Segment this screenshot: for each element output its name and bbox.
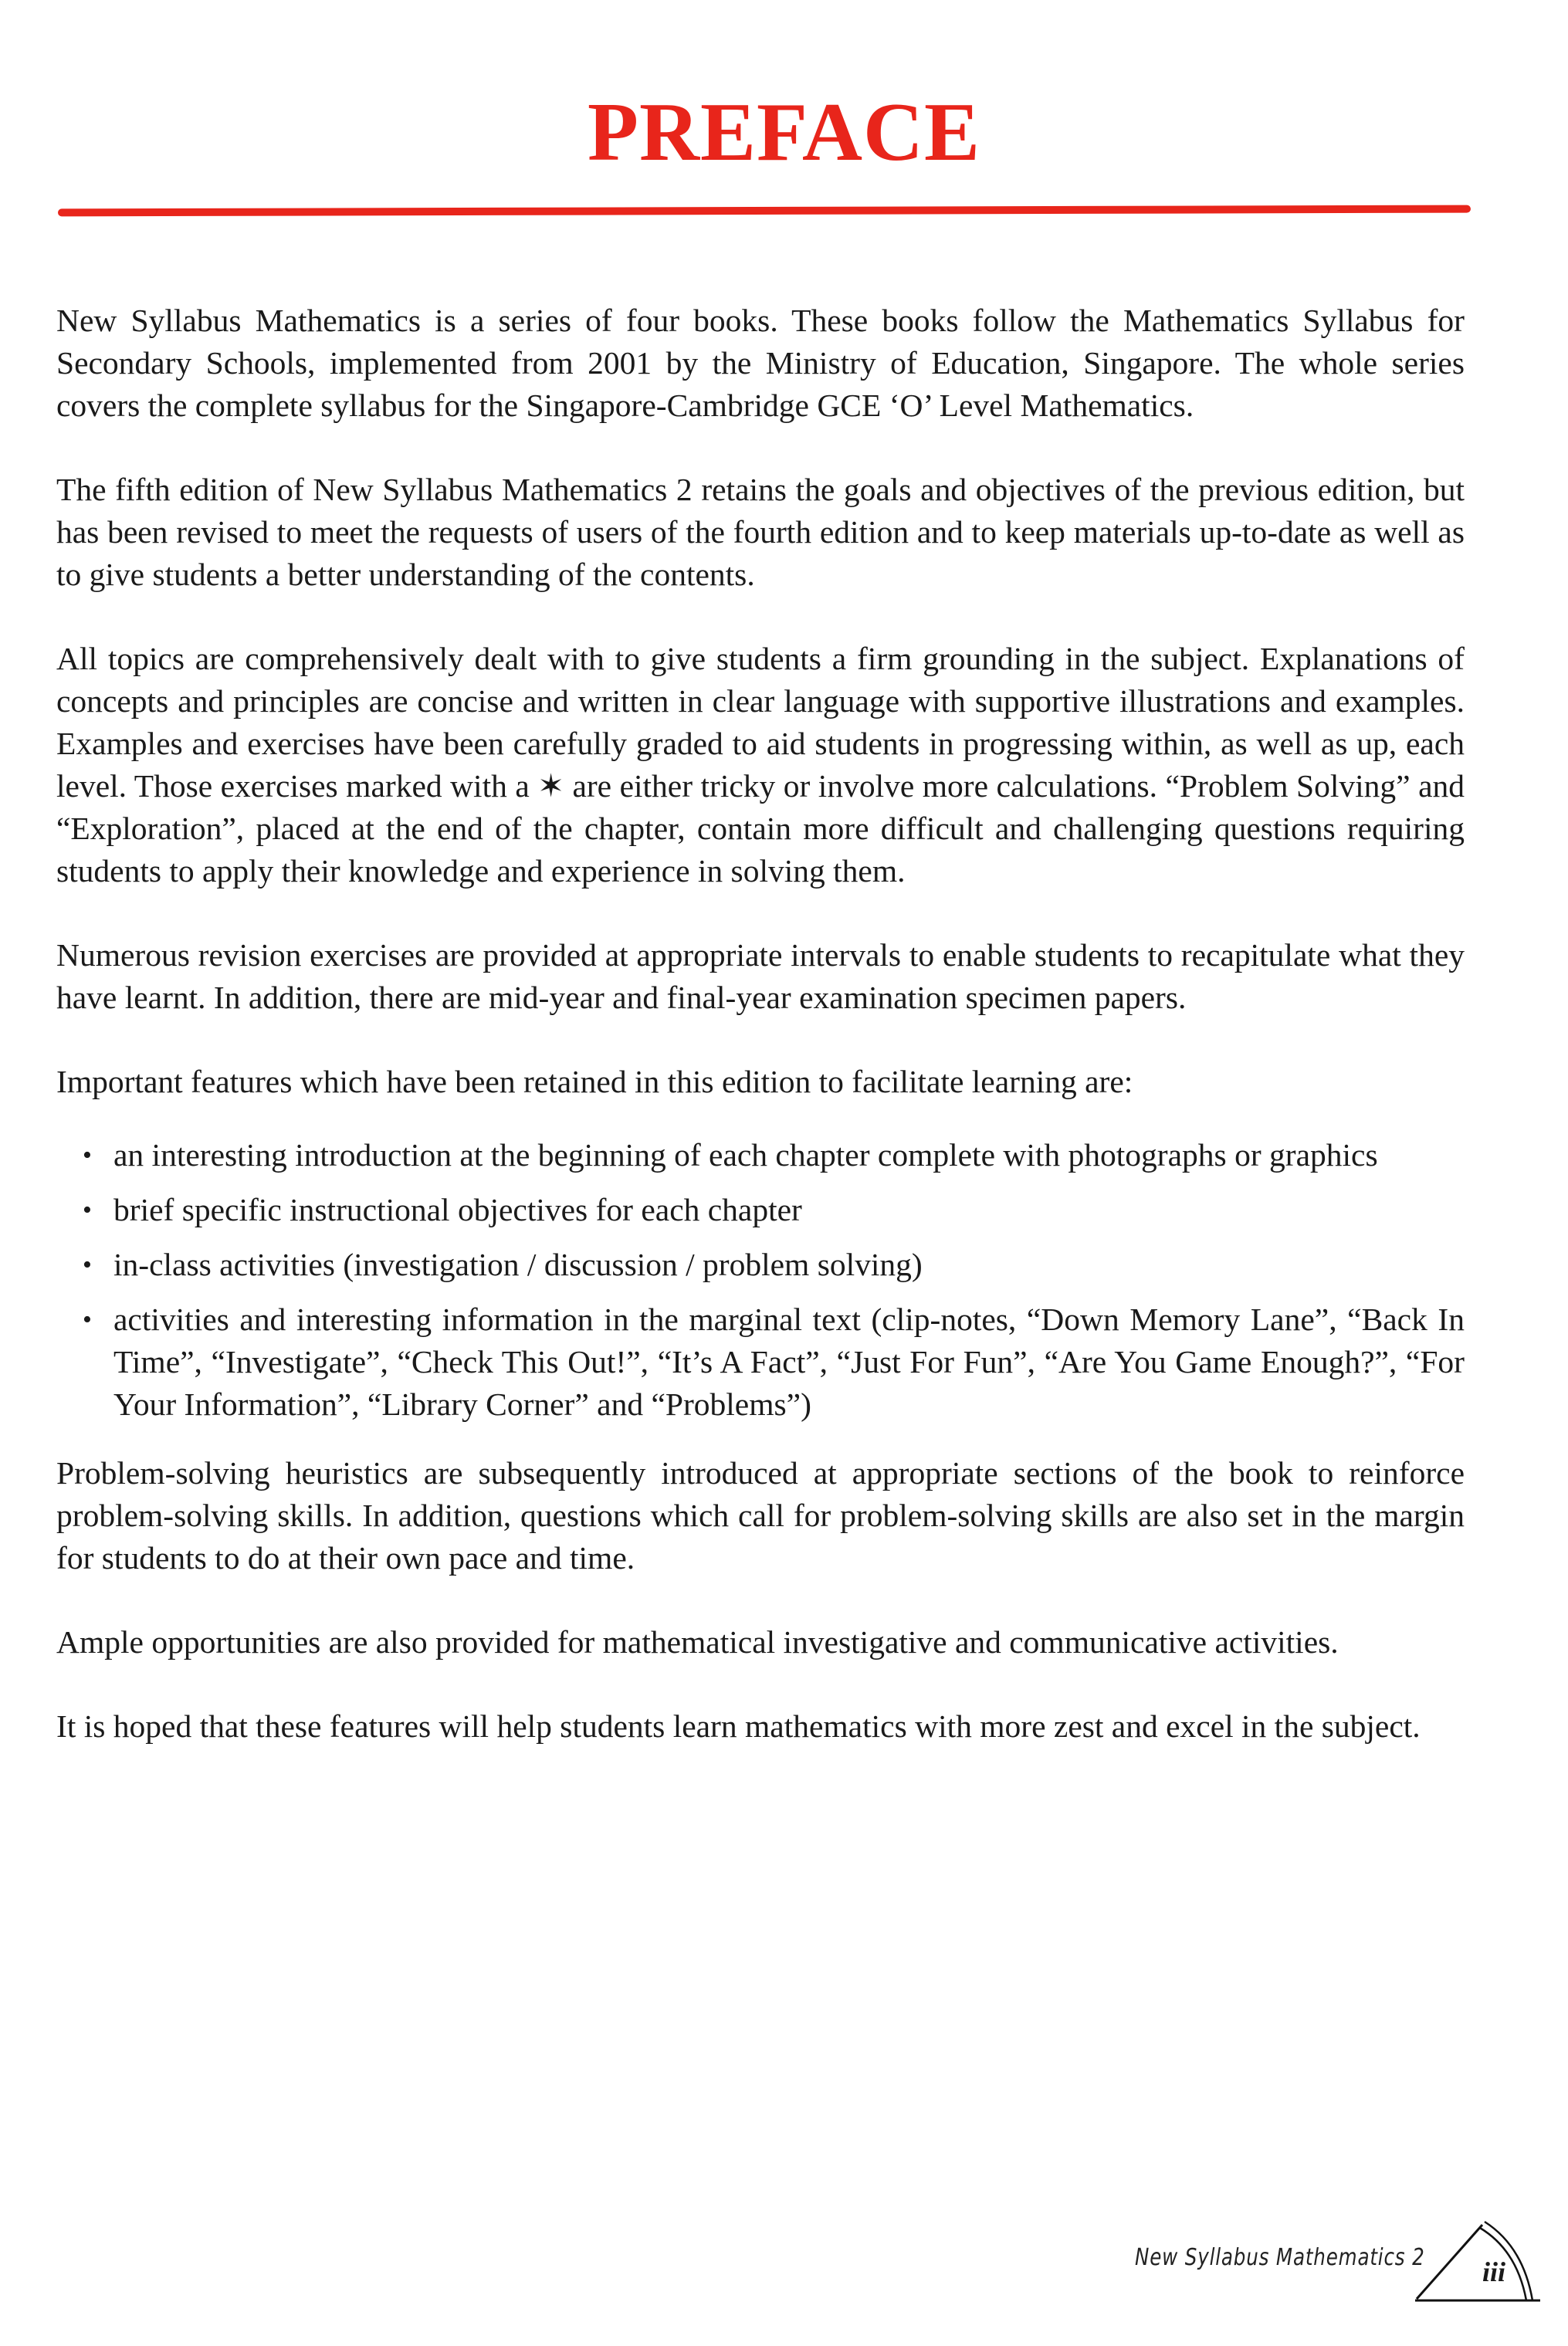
list-item	[56, 1134, 1465, 1176]
bullet-icon: •	[83, 1305, 92, 1334]
list-item-text: brief specific instructional objectives for each chapter	[113, 1192, 802, 1227]
paragraph-opportunities: Ample opportunities are also provided for mathematical investigative and communicative activities.	[56, 1624, 1339, 1660]
bullet-icon: •	[83, 1141, 92, 1170]
bullet-icon: •	[83, 1251, 92, 1279]
list-item	[56, 1244, 1465, 1286]
list-item-text: an interesting introduction at the beginning of each chapter complete with photographs or graphics	[113, 1137, 1378, 1173]
page-title: PREFACE	[588, 86, 980, 178]
page-footer	[1119, 2208, 1552, 2300]
list-item	[56, 1189, 1465, 1231]
list-item-text: in-class activities (investigation / discussion / problem solving)	[113, 1247, 923, 1282]
page-number: iii	[1482, 2256, 1506, 2287]
paragraph-closing: It is hoped that these features will help students learn mathematics with more zest and excel in the subject.	[56, 1708, 1421, 1744]
triangle-arc-icon	[1409, 2208, 1548, 2308]
paragraph-topics: All topics are comprehensively dealt with to give students a firm grounding in the subject. Explanations of concepts and principles are concise and written in clear language with supportive illustrations and examples. Examples and exercises have been carefully graded to aid students in progressing within, as well as up, each level. Those exercises marked with a ✶ are either tricky or involve more calculations. “Problem Solving” and “Exploration”, placed at the end of the chapter, contain more difficult and challenging questions requiring students to apply their knowledge and experience in solving them.	[56, 641, 1465, 889]
paragraph-revision: Numerous revision exercises are provided at appropriate intervals to enable students to recapitulate what they have learnt. In addition, there are mid-year and final-year examination specimen papers.	[56, 937, 1465, 1015]
title-underline-divider	[58, 205, 1471, 217]
paragraph-fifth-edition: The fifth edition of New Syllabus Mathematics 2 retains the goals and objectives of the previous edition, but has been revised to meet the requests of users of the fourth edition and to keep materials up-to-date as well as to give students a better understanding of the contents.	[56, 472, 1465, 592]
preface-body	[56, 300, 1465, 1789]
list-item	[56, 1298, 1465, 1426]
bullet-icon: •	[83, 1196, 92, 1224]
paragraph-heuristics: Problem-solving heuristics are subsequently introduced at appropriate sections of the book to reinforce problem-solving skills. In addition, questions which call for problem-solving skills are also set in the margin for students to do at their own pace and time.	[56, 1455, 1465, 1576]
paragraph-intro: New Syllabus Mathematics is a series of four books. These books follow the Mathematics Syllabus for Secondary Schools, implemented from 2001 by the Ministry of Education, Singapore. The whole series covers the complete syllabus for the Singapore-Cambridge GCE ‘O’ Level Mathematics.	[56, 303, 1465, 423]
features-list	[56, 1134, 1465, 1426]
paragraph-features-intro: Important features which have been retained in this edition to facilitate learning are:	[56, 1064, 1133, 1099]
list-item-text: activities and interesting information in the marginal text (clip-notes, “Down Memory Lane”, “Back In Time”, “Investigate”, “Check This Out!”, “It’s A Fact”, “Just For Fun”, “Are You Game Enough?”, “For Your Information”, “Library Corner” and “Problems”)	[113, 1302, 1465, 1422]
series-name: New Syllabus Mathematics 2	[1135, 2244, 1425, 2271]
